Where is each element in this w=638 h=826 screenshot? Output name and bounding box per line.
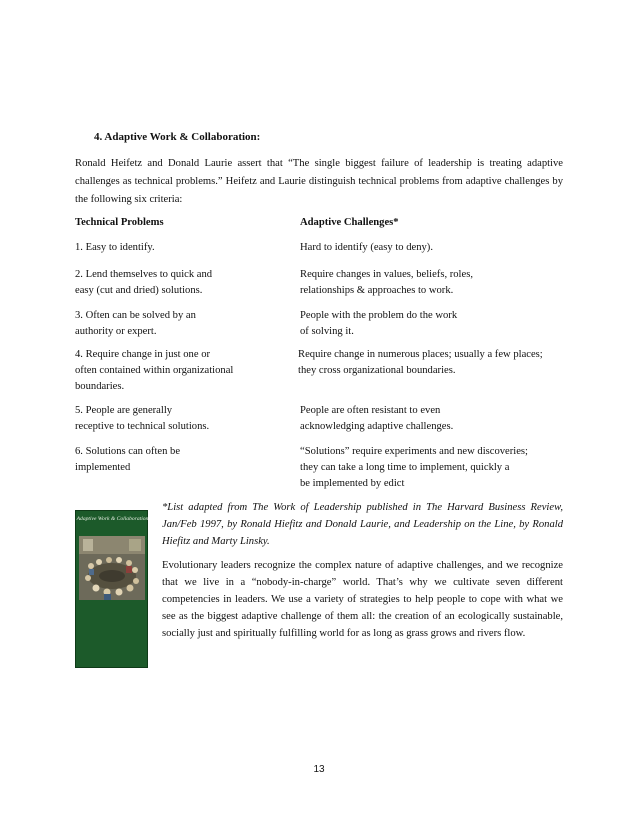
section-heading: 4. Adaptive Work & Collaboration: bbox=[94, 131, 261, 143]
technical-criterion-5: 5. People are generally receptive to technical solutions. bbox=[75, 405, 210, 432]
intro-paragraph: Ronald Heifetz and Donald Laurie assert that “The single biggest failure of leadership is treating adaptive challenges as technical problems.” Heifetz and Laurie distinguish technical problems from adaptive challenges by the following six criteria: bbox=[75, 158, 563, 205]
technical-problems-header: Technical Problems bbox=[75, 217, 164, 228]
technical-criterion-2: 2. Lend themselves to quick and easy (cut and dried) solutions. bbox=[75, 269, 213, 296]
adaptive-challenges-header: Adaptive Challenges* bbox=[300, 217, 399, 228]
adaptive-criterion-4: Require change in numerous places; usually a few places; they cross organizational boundaries. bbox=[298, 349, 543, 376]
evolutionary-leaders-paragraph: Evolutionary leaders recognize the complex nature of adaptive challenges, and we recognize that we live in a “nobody-in-charge” world. That’s why we cultivate seven different competencies in leaders. We use a variety of strategies to help people to cope with what we see as the biggest adaptive challenge of them all: the creation of an ecologically sustainable, socially just and spiritually fulfilling world for as long as grass grows and rivers flow. bbox=[162, 560, 563, 639]
technical-criterion-4: 4. Require change in just one or often contained within organizational boundaries. bbox=[75, 349, 234, 392]
page-number: 13 bbox=[313, 764, 325, 775]
citation-note: *List adapted from The Work of Leadership published in The Harvard Business Review, Jan/Feb 1997, by Ronald Hiefitz and Donald Laurie, and Leadership on the Line, by Ronald Hiefitz and Marty Linsky. bbox=[162, 502, 563, 547]
adaptive-criterion-1: Hard to identify (easy to deny). bbox=[300, 242, 433, 253]
adaptive-criterion-6: “Solutions” require experiments and new discoveries; they can take a long time to implement, quickly a be implemented by edict bbox=[300, 446, 528, 489]
technical-criterion-1: 1. Easy to identify. bbox=[75, 242, 155, 253]
adaptive-criterion-3: People with the problem do the work of solving it. bbox=[300, 310, 458, 337]
technical-criterion-6: 6. Solutions can often be implemented bbox=[75, 446, 181, 473]
adaptive-criterion-5: People are often resistant to even acknowledging adaptive challenges. bbox=[300, 405, 454, 432]
book-cover-title: Adaptive Work & Collaboration bbox=[76, 516, 149, 522]
adaptive-criterion-2: Require changes in values, beliefs, roles, relationships & approaches to work. bbox=[300, 269, 473, 296]
meeting-circle-photo bbox=[79, 536, 145, 600]
book-cover-image bbox=[75, 510, 148, 668]
technical-criterion-3: 3. Often can be solved by an authority or expert. bbox=[75, 310, 196, 337]
